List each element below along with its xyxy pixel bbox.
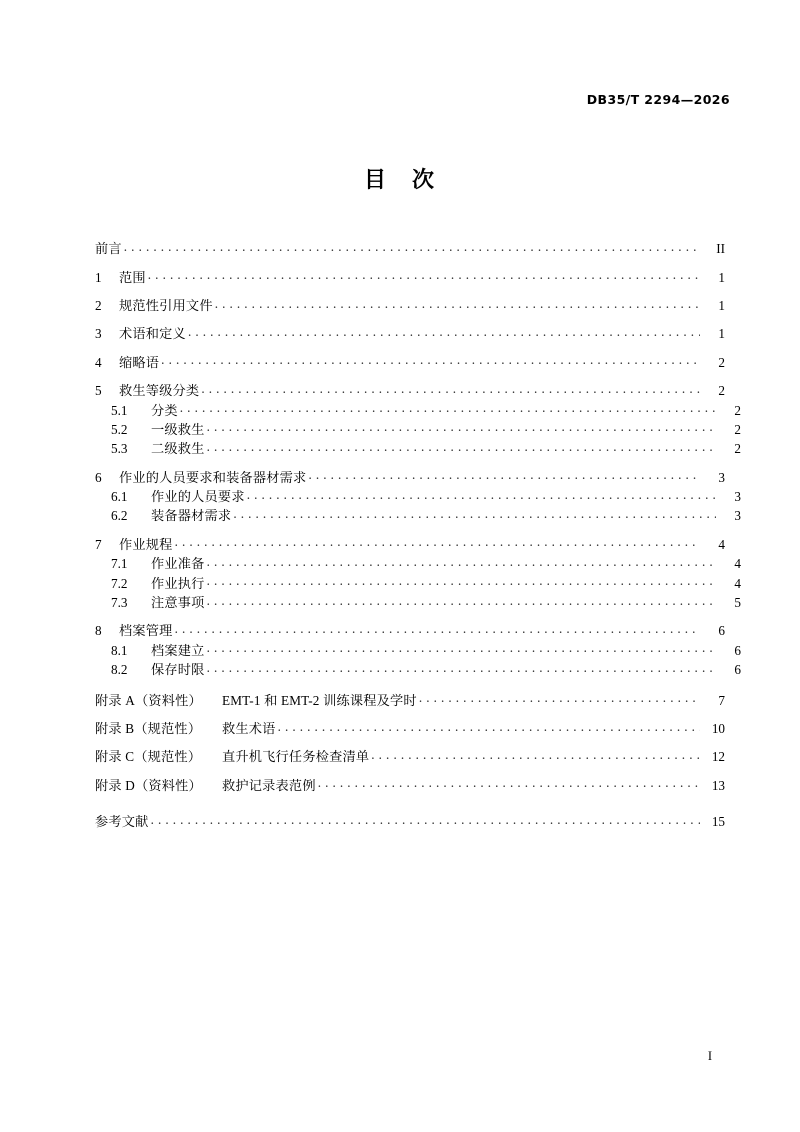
toc-entry-number: 6.2 (111, 508, 128, 524)
toc-entry-page-number: 1 (718, 269, 725, 285)
toc-entry[interactable] (95, 555, 741, 570)
footer-page-number: I (707, 1049, 712, 1063)
toc-entry-page-number: 4 (734, 556, 741, 572)
toc-leader-dots (180, 401, 716, 414)
toc-entry-page-number: 3 (734, 489, 741, 505)
toc-entry-number: 7.2 (111, 575, 128, 591)
toc-annex-label: 附录 B（规范性） (95, 721, 202, 736)
toc-leader-dots (207, 642, 716, 655)
toc-entry-page-number: 12 (711, 749, 725, 765)
toc-entry-label: 直升机飞行任务检查清单 (222, 749, 370, 765)
toc-entry-number: 5.1 (111, 402, 128, 418)
toc-entry[interactable] (95, 401, 741, 416)
toc-leader-dots (207, 440, 716, 453)
toc-leader-dots (148, 268, 700, 281)
toc-leader-dots (215, 297, 700, 310)
toc-entry-number: 2 (95, 297, 102, 313)
toc-leader-dots (175, 536, 700, 549)
toc-leader-dots (207, 555, 716, 568)
toc-leader-dots (207, 661, 716, 674)
toc-leader-dots (124, 240, 700, 253)
toc-entry[interactable] (95, 777, 725, 792)
toc-leader-dots (207, 594, 716, 607)
page-title: 目 次 (363, 167, 436, 192)
toc-entry-number: 1 (95, 269, 102, 285)
toc-entry-page-number: 2 (734, 421, 741, 437)
toc-entry-label: 一级救生 (151, 421, 205, 437)
toc-entry[interactable] (95, 813, 725, 828)
toc-entry-page-number: 4 (734, 575, 741, 591)
toc-entry-number: 4 (95, 354, 102, 370)
table-of-contents (95, 240, 741, 830)
toc-entry-label: 救生术语 (222, 721, 276, 736)
toc-entry[interactable] (95, 642, 741, 657)
toc-leader-dots (201, 382, 700, 395)
toc-entry-label: 术语和定义 (119, 326, 186, 342)
toc-leader-dots (308, 469, 700, 482)
toc-leader-dots (151, 813, 700, 826)
toc-entry[interactable] (95, 382, 725, 397)
toc-leader-dots (318, 777, 700, 790)
toc-entry-label: 作业规程 (119, 536, 173, 552)
toc-leader-dots (371, 748, 700, 761)
toc-entry-label: 缩略语 (119, 354, 160, 370)
toc-entry-page-number: 4 (718, 536, 725, 552)
toc-entry-label: 装备器材需求 (151, 508, 232, 524)
toc-entry[interactable] (95, 594, 741, 609)
toc-entry-page-number: 3 (718, 469, 725, 485)
toc-entry-label: 作业执行 (151, 575, 205, 591)
toc-entry[interactable] (95, 536, 725, 551)
toc-entry-page-number: 15 (711, 814, 725, 830)
toc-entry-page-number: 2 (734, 441, 741, 457)
toc-entry-page-number: 2 (718, 354, 725, 370)
toc-entry[interactable] (95, 325, 725, 340)
toc-entry-label: 前言 (95, 241, 122, 257)
toc-annex-label: 附录 D（资料性） (95, 777, 202, 793)
toc-entry-page-number: 1 (718, 326, 725, 342)
toc-leader-dots (278, 720, 700, 733)
toc-entry-number: 3 (95, 326, 102, 342)
toc-leader-dots (207, 421, 716, 434)
toc-entry-label: 救护记录表范例 (222, 777, 316, 793)
toc-entry[interactable] (95, 469, 725, 484)
toc-entry[interactable] (95, 268, 725, 283)
toc-entry-page-number: 10 (711, 721, 725, 736)
toc-entry-page-number: 3 (734, 508, 741, 524)
toc-entry-page-number: 13 (711, 777, 725, 793)
toc-entry-page-number: 6 (718, 623, 725, 639)
toc-entry[interactable] (95, 748, 725, 763)
toc-entry-page-number: 6 (734, 642, 741, 658)
toc-entry[interactable] (95, 354, 725, 369)
toc-entry-page-number: II (716, 241, 725, 257)
toc-entry[interactable] (95, 240, 725, 255)
toc-entry-page-number: 1 (718, 297, 725, 313)
toc-annex-label: 附录 C（规范性） (95, 749, 202, 765)
toc-entry[interactable] (95, 507, 741, 522)
toc-entry-number: 5.3 (111, 441, 128, 457)
toc-leader-dots (233, 507, 716, 520)
toc-entry-label: 范围 (119, 269, 146, 285)
toc-entry[interactable] (95, 440, 741, 455)
toc-annex-label: 附录 A（资料性） (95, 692, 202, 708)
toc-entry-number: 8.1 (111, 642, 128, 658)
toc-entry-number: 6.1 (111, 489, 128, 505)
toc-entry-label: 作业的人员要求和装备器材需求 (119, 469, 307, 485)
toc-entry[interactable] (95, 661, 741, 676)
toc-leader-dots (207, 574, 716, 587)
toc-entry-label: 档案建立 (151, 642, 205, 658)
toc-entry-number: 7.1 (111, 556, 128, 572)
toc-entry-label: 作业准备 (151, 556, 205, 572)
toc-entry-number: 7 (95, 536, 102, 552)
toc-entry-label: 保存时限 (151, 662, 205, 678)
toc-entry-number: 6 (95, 469, 102, 485)
toc-entry[interactable] (95, 574, 741, 589)
toc-entry-label: EMT-1 和 EMT-2 训练课程及学时 (222, 692, 417, 708)
toc-entry[interactable] (95, 720, 725, 735)
toc-entry-label: 规范性引用文件 (119, 297, 213, 313)
toc-entry[interactable] (95, 297, 725, 312)
toc-leader-dots (175, 622, 700, 635)
toc-entry[interactable] (95, 622, 725, 637)
toc-entry-page-number: 2 (734, 402, 741, 418)
toc-entry-number: 7.3 (111, 595, 128, 611)
toc-entry-page-number: 6 (734, 662, 741, 678)
toc-entry-page-number: 5 (734, 595, 741, 611)
toc-entry-page-number: 2 (718, 383, 725, 399)
toc-entry-number: 5 (95, 383, 102, 399)
toc-leader-dots (161, 354, 700, 367)
toc-entry-number: 8 (95, 623, 102, 639)
toc-entry-number: 8.2 (111, 662, 128, 678)
toc-entry-page-number: 7 (718, 692, 725, 708)
toc-entry-label: 作业的人员要求 (151, 489, 245, 505)
toc-entry[interactable] (95, 488, 741, 503)
toc-leader-dots (188, 325, 700, 338)
toc-entry-number: 5.2 (111, 421, 128, 437)
toc-entry-label: 参考文献 (95, 814, 149, 830)
toc-entry-label: 二级救生 (151, 441, 205, 457)
toc-entry[interactable] (95, 421, 741, 436)
toc-entry-label: 档案管理 (119, 623, 173, 639)
toc-entry-label: 救生等级分类 (119, 383, 200, 399)
toc-leader-dots (247, 488, 716, 501)
toc-leader-dots (419, 691, 700, 704)
toc-entry[interactable] (95, 691, 725, 706)
toc-entry-label: 注意事项 (151, 595, 205, 611)
standard-code-header: DB35/T 2294—2026 (586, 92, 730, 107)
toc-entry-label: 分类 (151, 402, 178, 418)
